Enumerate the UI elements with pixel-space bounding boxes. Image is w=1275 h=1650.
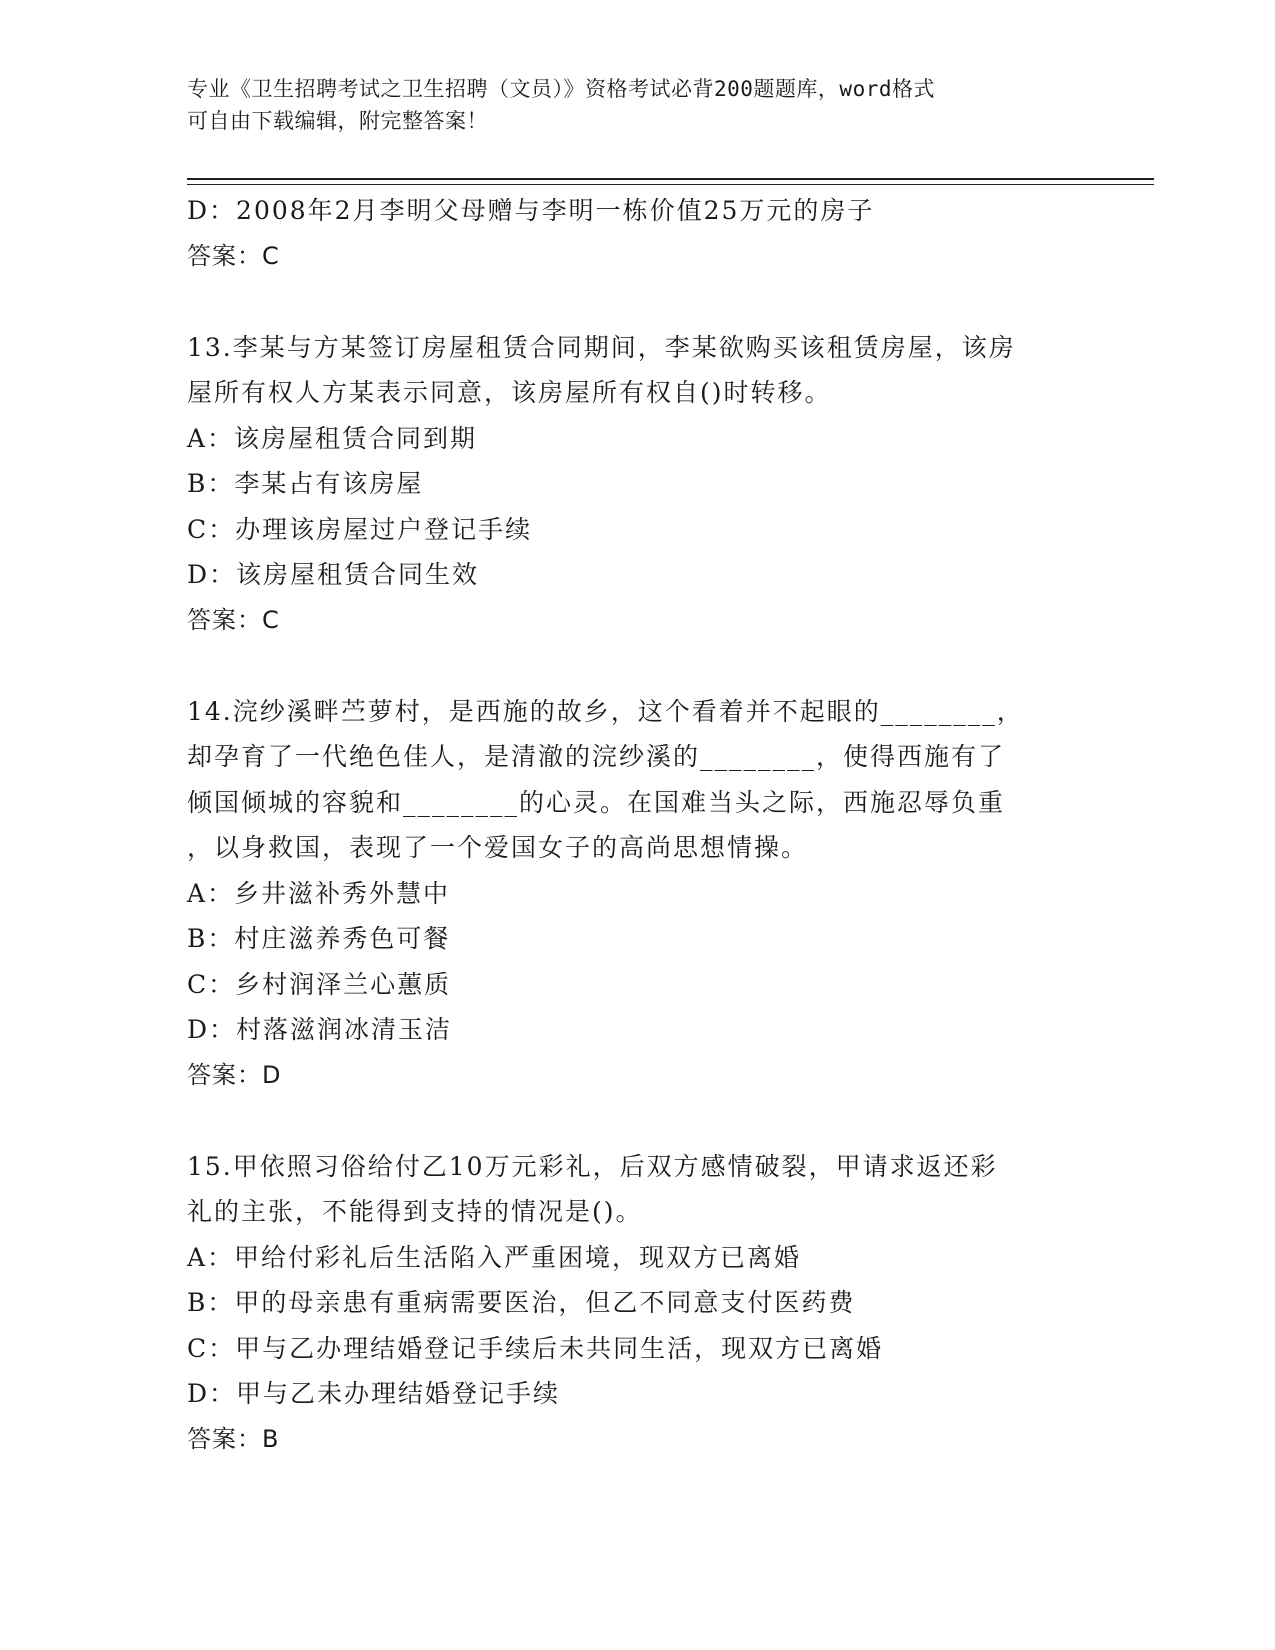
option-a: A：乡井滋补秀外慧中 <box>187 878 451 908</box>
spacer <box>187 643 1087 689</box>
answer-line: 答案：D <box>187 1060 282 1089</box>
question-13 <box>187 325 1087 644</box>
page-header <box>187 73 1087 137</box>
option-c: C：甲与乙办理结婚登记手续后未共同生活，现双方已离婚 <box>187 1333 884 1363</box>
option-b: B：甲的母亲患有重病需要医治，但乙不同意支付医药费 <box>187 1288 856 1317</box>
option-d: D：村落滋润冰清玉洁 <box>187 1015 453 1044</box>
option-d: D：2008年2月李明父母赠与李明一栋价值25万元的房子 <box>187 196 875 225</box>
question-stem-line: 却孕育了一代绝色佳人，是清澈的浣纱溪的________，使得西施有了 <box>187 742 1006 771</box>
option-b: B：村庄滋养秀色可餐 <box>187 924 451 953</box>
option-a: A：甲给付彩礼后生活陷入严重困境，现双方已离婚 <box>187 1242 802 1272</box>
spacer <box>187 1098 1087 1144</box>
spacer <box>187 279 1087 325</box>
option-d: D：该房屋租赁合同生效 <box>187 560 480 589</box>
option-b: B：李某占有该房屋 <box>187 469 424 498</box>
option-c: C：乡村润泽兰心蕙质 <box>187 969 452 999</box>
question-stem-line: 15.甲依照习俗给付乙10万元彩礼，后双方感情破裂，甲请求返还彩 <box>187 1151 998 1181</box>
header-line-1: 专业《卫生招聘考试之卫生招聘（文员）》资格考试必背200题题库，word格式 <box>187 77 935 101</box>
question-12-tail <box>187 188 1087 279</box>
question-stem-line: ，以身救国，表现了一个爱国女子的高尚思想情操。 <box>187 833 809 862</box>
header-rule-thick <box>187 178 1154 180</box>
question-15 <box>187 1144 1087 1463</box>
question-stem-line: 13.李某与方某签订房屋租赁合同期间，李某欲购买该租赁房屋，该房 <box>187 332 1016 362</box>
header-rule-thin <box>187 184 1154 185</box>
question-stem-line: 14.浣纱溪畔苎萝村，是西施的故乡，这个看着并不起眼的________， <box>187 696 1024 726</box>
option-a: A：该房屋租赁合同到期 <box>187 423 478 453</box>
answer-line: 答案：C <box>187 605 280 634</box>
option-c: C：办理该房屋过户登记手续 <box>187 514 533 544</box>
answer-line: 答案：B <box>187 1424 280 1453</box>
question-stem-line: 屋所有权人方某表示同意，该房屋所有权自()时转移。 <box>187 378 832 407</box>
header-line-2: 可自由下载编辑，附完整答案！ <box>187 109 488 133</box>
question-14 <box>187 689 1087 1099</box>
question-stem-line: 礼的主张，不能得到支持的情况是()。 <box>187 1197 643 1226</box>
question-list <box>187 188 1087 1462</box>
question-stem-line: 倾国倾城的容貌和________的心灵。在国难当头之际，西施忍辱负重 <box>187 787 1006 817</box>
option-d: D：甲与乙未办理结婚登记手续 <box>187 1379 561 1408</box>
answer-line: 答案：C <box>187 241 280 270</box>
